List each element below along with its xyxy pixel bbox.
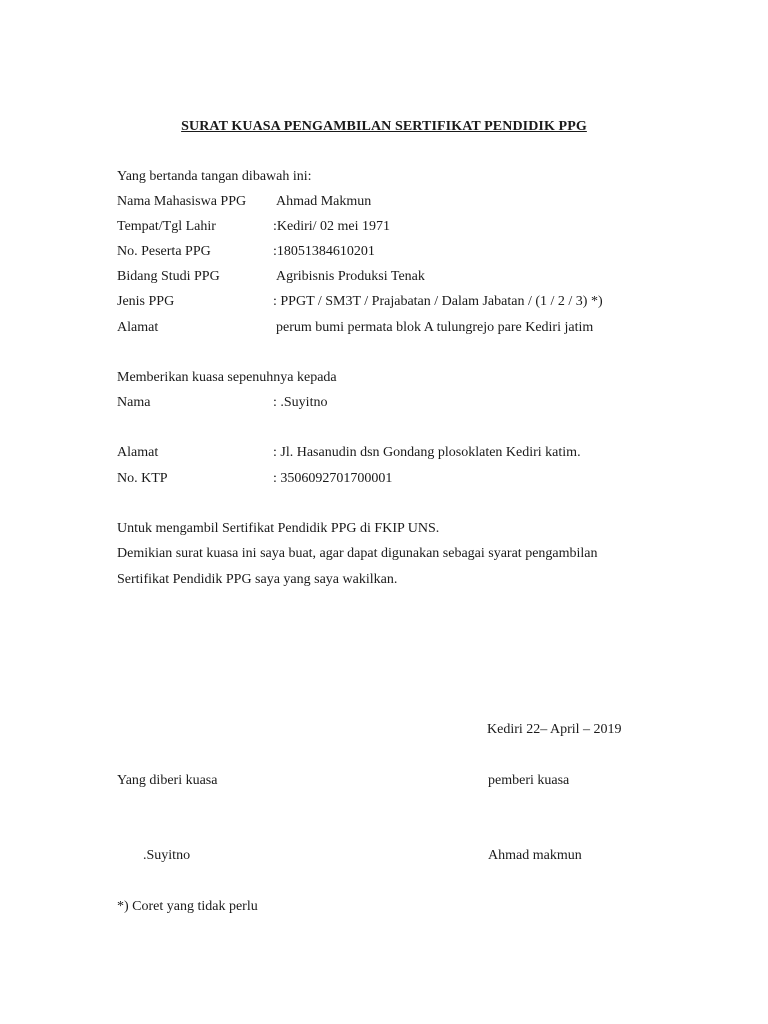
grantor-field-value: Agribisnis Produksi Tenak (276, 269, 425, 284)
grantee-ktp-label: No. KTP (117, 471, 168, 486)
grantee-ktp-value: : 3506092701700001 (273, 471, 393, 486)
grantee-address-value: : Jl. Hasanudin dsn Gondang plosoklaten Kediri katim. (273, 445, 581, 460)
grantee-address-label: Alamat (117, 445, 159, 460)
document-title: SURAT KUASA PENGAMBILAN SERTIFIKAT PENDIDIK PPG (181, 119, 587, 134)
purpose-text: Untuk mengambil Sertifikat Pendidik PPG di FKIP UNS. (117, 521, 440, 536)
signature-right-role: pemberi kuasa (488, 773, 570, 788)
grantor-field-label: Bidang Studi PPG (117, 269, 220, 284)
grantor-name-label: Nama Mahasiswa PPG (117, 194, 247, 209)
grantor-type-value: : PPGT / SM3T / Prajabatan / Dalam Jabatan / (1 / 2 / 3) *) (273, 294, 603, 309)
footnote: *) Coret yang tidak perlu (117, 899, 258, 914)
grantor-type-label: Jenis PPG (117, 294, 175, 309)
grantor-participant-value: :18051384610201 (273, 244, 375, 259)
grantor-participant-label: No. Peserta PPG (117, 244, 211, 259)
closing-line-2: Sertifikat Pendidik PPG saya yang saya wakilkan. (117, 572, 398, 587)
grantor-birth-value: :Kediri/ 02 mei 1971 (273, 219, 391, 234)
grantor-birth-label: Tempat/Tgl Lahir (117, 219, 216, 234)
grantee-name-value: : .Suyitno (273, 395, 328, 410)
closing-line-1: Demikian surat kuasa ini saya buat, agar dapat digunakan sebagai syarat pengambilan (117, 546, 598, 561)
grantor-address-value: perum bumi permata blok A tulungrejo pare Kediri jatim (276, 320, 594, 335)
signature-left-name: .Suyitno (143, 848, 191, 863)
signature-left-role: Yang diberi kuasa (117, 773, 218, 788)
grantor-address-label: Alamat (117, 320, 159, 335)
place-date: Kediri 22– April – 2019 (487, 722, 622, 737)
grantee-name-label: Nama (117, 395, 151, 410)
signature-right-name: Ahmad makmun (488, 848, 582, 863)
grantor-name-value: Ahmad Makmun (276, 194, 372, 209)
grant-intro-text: Memberikan kuasa sepenuhnya kepada (117, 370, 337, 385)
intro-text: Yang bertanda tangan dibawah ini: (117, 169, 312, 184)
